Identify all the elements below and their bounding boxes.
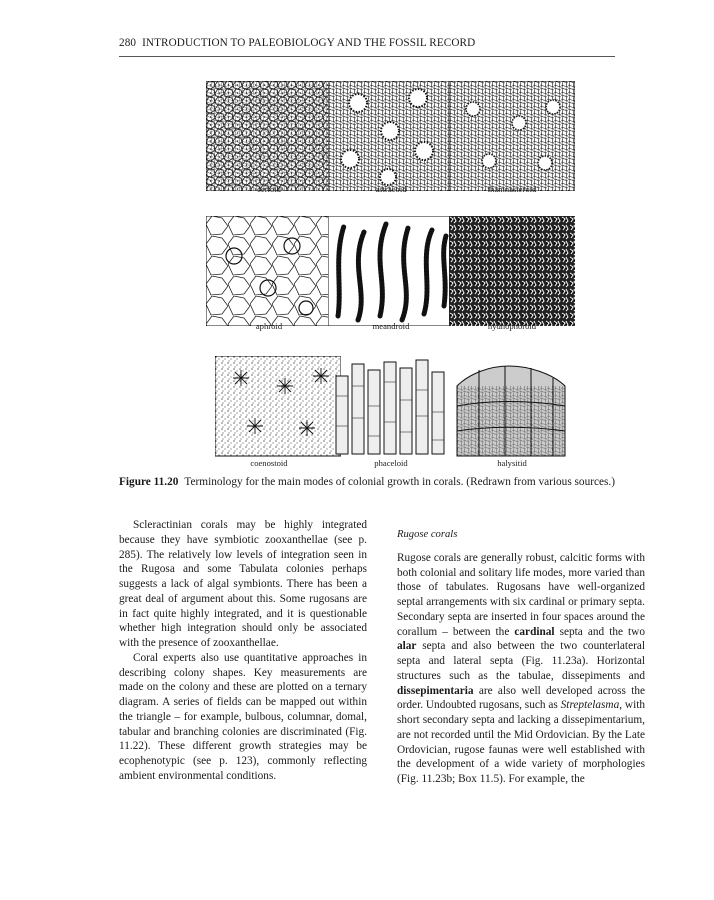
running-head: [119, 37, 475, 49]
caption-cerioid: cerioid: [257, 184, 281, 194]
paragraph: Scleractinian corals may be highly integrated because they have symbiotic zooxanthellae (see p. 285). The relatively low levels of integration seen in the Rugosa and some Tabulata colonies perhaps suggests a lack of algal symbionts. There has been a great deal of argument about this. Some rugosans are in fact quite highly integrated, and it is questionable whether high integration should only be associated with the presence of zooxanthellae.: [119, 519, 367, 649]
figure-label: Figure 11.20: [119, 476, 179, 488]
caption-meandroid: meandroid: [372, 321, 410, 331]
running-title: INTRODUCTION TO PALEOBIOLOGY AND THE FOSSIL RECORD: [142, 37, 476, 49]
caption-aphroid: aphroid: [255, 321, 283, 331]
caption-hydnophoroid: hydnophoroid: [487, 321, 537, 331]
panel-halysitid: [449, 356, 575, 466]
header-rule: [119, 56, 615, 57]
figure-caption-text: Terminology for the main modes of colonial growth in corals. (Redrawn from various sources.): [184, 476, 615, 488]
caption-phaceloid: phaceloid: [374, 458, 408, 468]
panel-hydnophoroid: [449, 216, 575, 326]
section-heading: Rugose corals: [397, 529, 458, 540]
panel-aphroid: [206, 216, 332, 326]
figure-caption: [119, 475, 629, 490]
caption-thamnasteroid: thamnasteroid: [487, 184, 537, 194]
paragraph: Coral experts also use quantitative approaches in describing colony shapes. Key measurements are made on the colony and these are plotted on a ternary diagram. A series of fields can be mapped out within the triangle – for example, bulbous, columnar, domal, tabular and branching colonies are discriminated (Fig. 11.22). These different growth strategies may be ecophenotypic (see p. 123), commonly reflecting ambient environmental conditions.: [119, 651, 367, 782]
paragraph: Rugose corals are generally robust, calcitic forms with both colonial and solitary life modes, more varied than those of tabulates. Rugosans have well-organized septal arrangements with six cardinal or primary septa. Secondary septa are inserted in four spaces around the corallum – between the cardinal septa and the two alar septa and also between the two counterlateral septa and lateral septa (Fig. 11.23a). Horizontal structures such as the tabulae, dissepiments and dissepimentaria are also well developed across the order. Undoubted rugosans, such as Streptelasma, with short secondary septa and lacking a dissepimentarium, are not recorded until the Mid Ordovician. By the Late Ordovician, rugose faunas were well established with the development of a wide variety of morphologies (Fig. 11.23b; Box 11.5). For example, the: [397, 551, 646, 785]
panel-meandroid: [328, 216, 454, 326]
caption-coenostoid: coenostoid: [250, 458, 288, 468]
caption-astraeoid: astraeoid: [375, 184, 407, 194]
panel-cerioid: [206, 81, 332, 191]
left-column: [119, 518, 367, 784]
caption-halysitid: halysitid: [497, 458, 527, 468]
panel-thamnasteroid: [449, 81, 575, 191]
panel-coenostoid: [215, 356, 341, 466]
panel-phaceloid: [330, 356, 456, 466]
panel-astraeoid: [328, 81, 454, 191]
right-column: [397, 518, 645, 787]
page-number: 280: [119, 37, 137, 49]
